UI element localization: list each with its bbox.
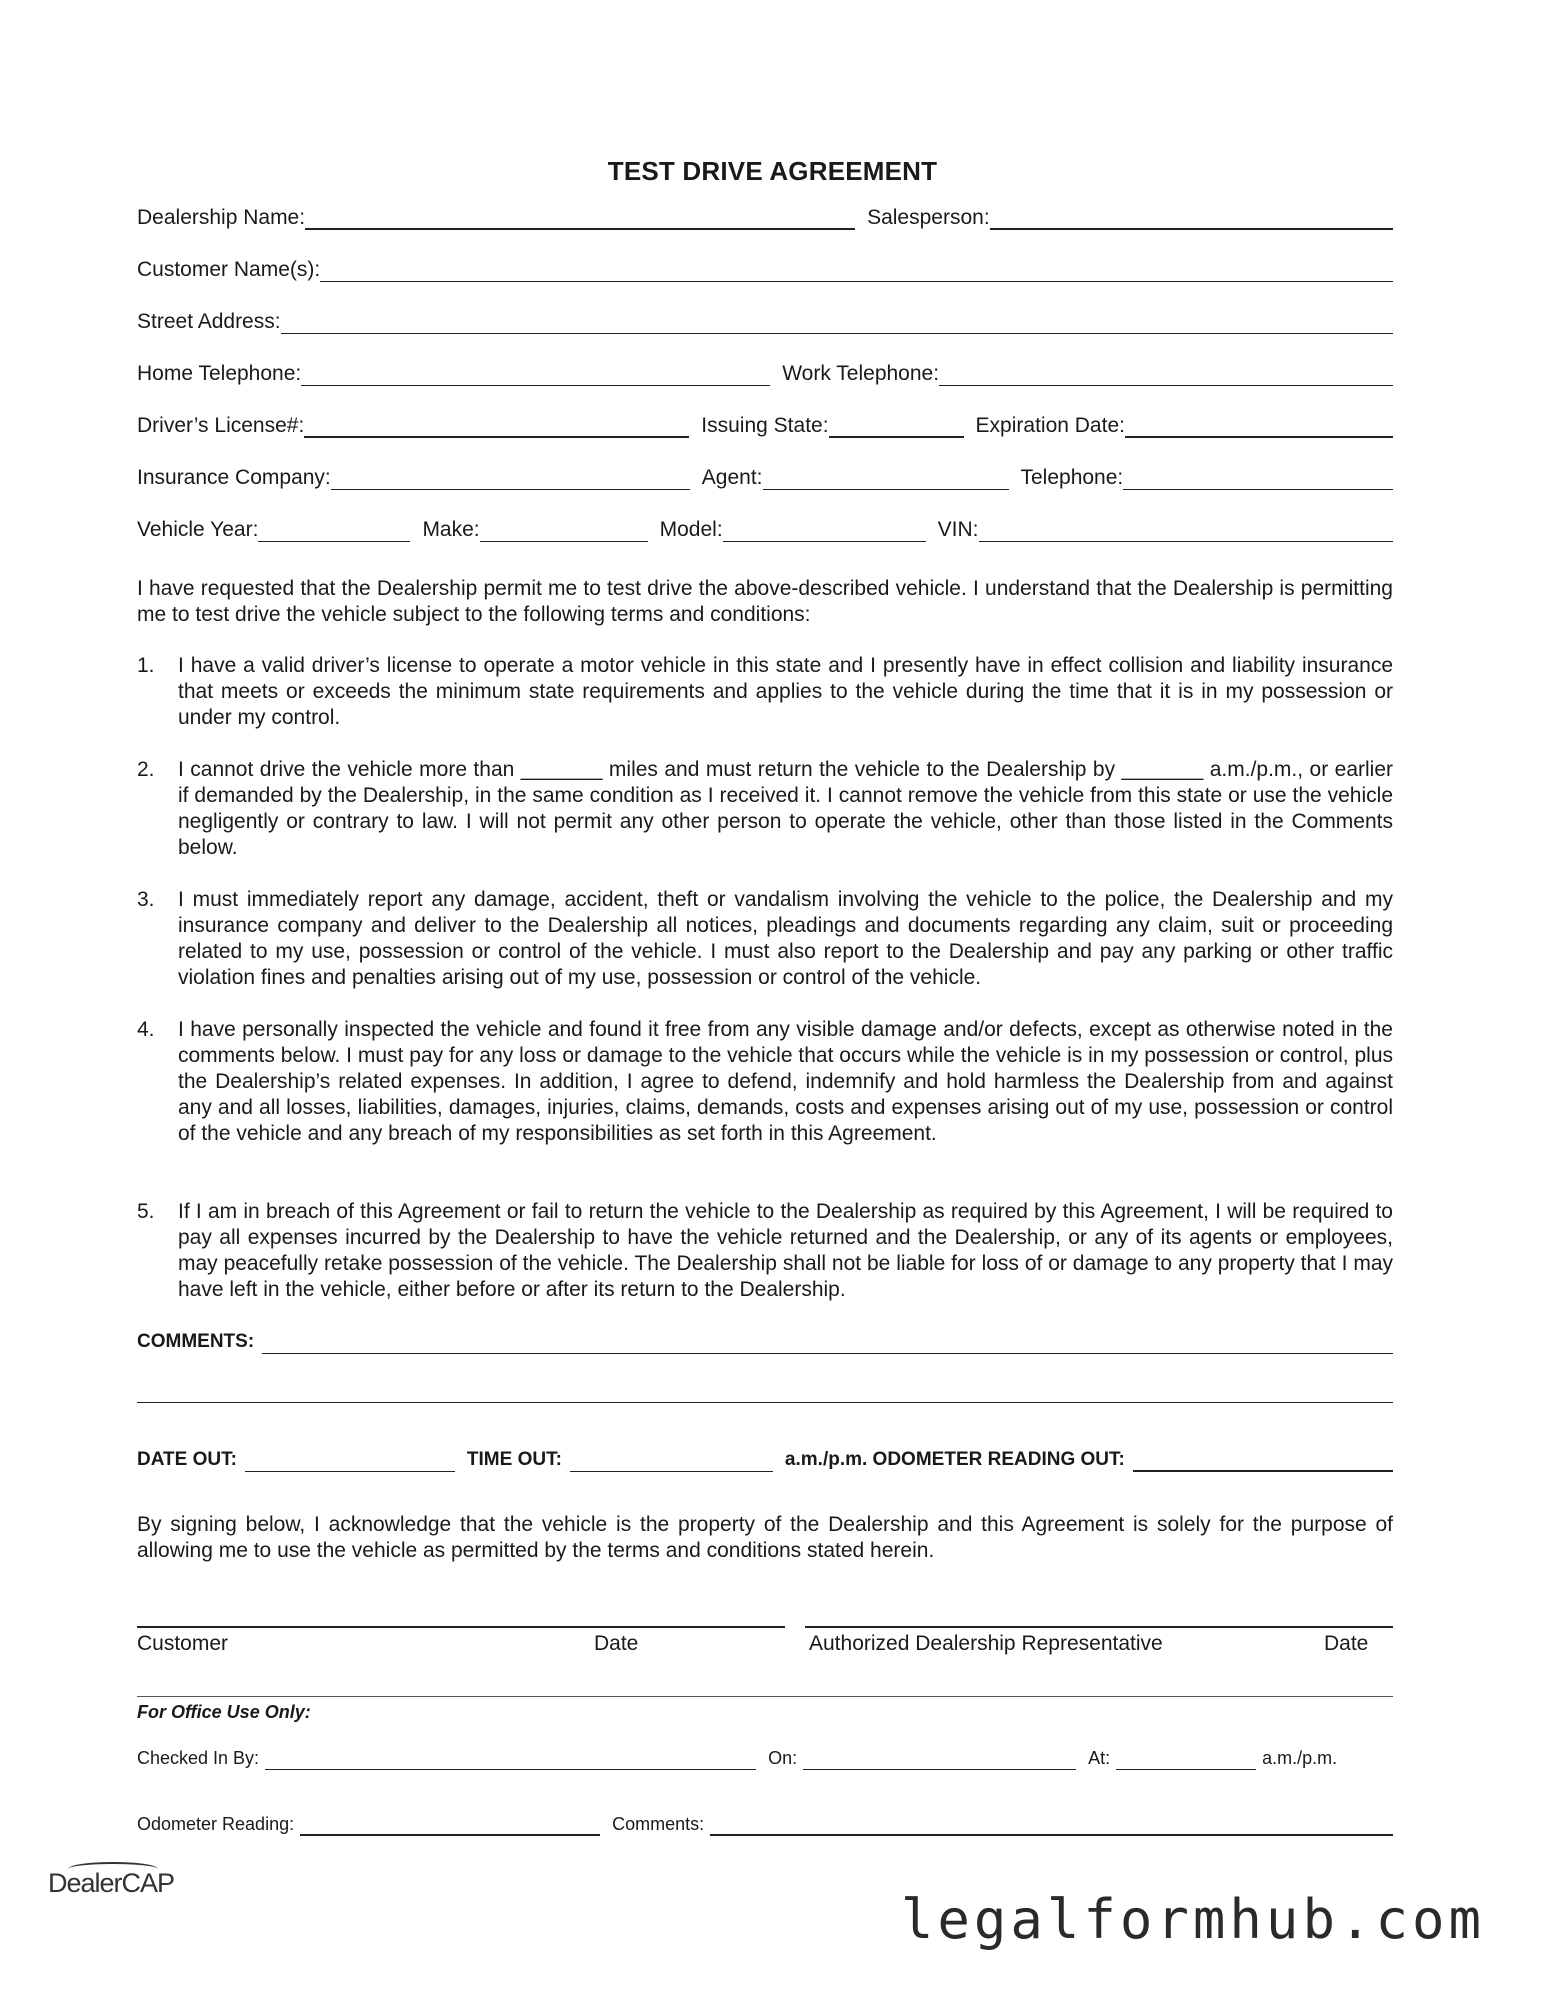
on-label: On:: [768, 1748, 798, 1768]
row-vehicle: [137, 512, 1393, 542]
office-comments-field[interactable]: [710, 1816, 1393, 1836]
term-item: [137, 757, 1393, 861]
term-number: 5.: [137, 1200, 155, 1223]
drivers-license-field[interactable]: [304, 418, 689, 438]
term-number: 3.: [137, 888, 155, 911]
vehicle-year-field[interactable]: [258, 522, 410, 542]
term-text: I have personally inspected the vehicle and found it free from any visible damage and/or defects, except as otherwise noted in the comments below. I must pay for any loss or damage to the vehicle that occurs while the vehicle is in my possession or control, plus the Dealership’s related expenses. In addition, I agree to defend, indemnify and hold harmless the Dealership from and against any and all losses, liabilities, damages, injuries, claims, demands, costs and expenses arising out of my use, possession or control of the vehicle and any breach of my responsibilities as set forth in this Agreement.: [178, 1018, 1393, 1145]
odometer-reading-label: Odometer Reading:: [137, 1814, 295, 1834]
customer-names-label: Customer Name(s):: [137, 258, 321, 281]
intro-paragraph: I have requested that the Dealership permit me to test drive the above-described vehicle. I understand that the Dealership is permitting me to test drive the vehicle subject to the following terms and conditions:: [137, 577, 1393, 626]
comments-label: COMMENTS:: [137, 1331, 255, 1352]
term-number: 4.: [137, 1018, 155, 1041]
odometer-out-label: a.m./p.m. ODOMETER READING OUT:: [784, 1449, 1125, 1470]
salesperson-field[interactable]: [990, 210, 1393, 230]
customer-names-field[interactable]: [320, 262, 1393, 282]
ampm-label: a.m./p.m.: [1262, 1748, 1338, 1768]
representative-signature-label: Authorized Dealership Representative: [809, 1632, 1163, 1655]
odometer-out-field[interactable]: [1133, 1452, 1393, 1472]
row-comments: [137, 1324, 1393, 1354]
make-field[interactable]: [480, 522, 648, 542]
home-telephone-field[interactable]: [301, 366, 770, 386]
model-field[interactable]: [723, 522, 926, 542]
vin-label: VIN:: [937, 518, 979, 541]
representative-signature-line[interactable]: [805, 1626, 1393, 1628]
document-title: TEST DRIVE AGREEMENT: [607, 156, 938, 186]
salesperson-label: Salesperson:: [867, 206, 990, 229]
work-telephone-field[interactable]: [939, 366, 1393, 386]
row-street-address: [137, 304, 1393, 334]
dealership-name-label: Dealership Name:: [137, 206, 306, 229]
expiration-date-label: Expiration Date:: [975, 414, 1125, 437]
row-odometer-reading: [137, 1806, 1393, 1836]
dealercap-logo: [48, 1868, 174, 1899]
time-out-field[interactable]: [570, 1452, 773, 1472]
agent-field[interactable]: [763, 470, 1009, 490]
row-checked-in: [137, 1740, 1393, 1770]
time-out-label: TIME OUT:: [466, 1449, 562, 1470]
vehicle-year-label: Vehicle Year:: [137, 518, 259, 541]
comments-field[interactable]: [262, 1334, 1393, 1354]
logo-arc-icon: [68, 1862, 158, 1876]
odometer-reading-field[interactable]: [300, 1816, 600, 1836]
row-out: [137, 1442, 1393, 1472]
customer-date-label: Date: [594, 1632, 639, 1655]
at-label: At:: [1088, 1748, 1111, 1768]
drivers-license-label: Driver’s License#:: [137, 414, 305, 437]
street-address-label: Street Address:: [137, 310, 281, 333]
term-text: I cannot drive the vehicle more than _______ miles and must return the vehicle to the Dealership by _______ a.m./p.m., or earlier if demanded by the Dealership, in the same condition as I received it. I cannot remove the vehicle from this state or use the vehicle negligently or contrary to law. I will not permit any other person to operate the vehicle, other than those listed in the Comments below.: [178, 758, 1393, 859]
row-insurance: [137, 460, 1393, 490]
term-number: 1.: [137, 654, 155, 677]
row-dealership: [137, 200, 1393, 230]
street-address-field[interactable]: [281, 314, 1393, 334]
customer-signature-label: Customer: [137, 1632, 229, 1655]
acknowledgment-paragraph: By signing below, I acknowledge that the vehicle is the property of the Dealership and this Agreement is solely for the purpose of allowing me to use the vehicle as permitted by the terms and conditions stated herein.: [137, 1513, 1393, 1562]
home-telephone-label: Home Telephone:: [137, 362, 302, 385]
term-text: I must immediately report any damage, accident, theft or vandalism involving the vehicle to the police, the Dealership and my insurance company and deliver to the Dealership all notices, pleadings and documents regarding any claim, suit or proceeding related to my use, possession or control of the vehicle. I must also report to the Dealership and pay any parking or other traffic violation fines and penalties arising out of my use, possession or control of the vehicle.: [178, 888, 1393, 989]
checked-in-by-field[interactable]: [265, 1750, 756, 1770]
telephone-field[interactable]: [1123, 470, 1393, 490]
term-item: [137, 653, 1393, 731]
watermark-text: legalformhub.com: [900, 1888, 1485, 1951]
date-out-label: DATE OUT:: [137, 1449, 237, 1470]
representative-date-label: Date: [1324, 1632, 1369, 1655]
term-item: [137, 1017, 1393, 1147]
at-field[interactable]: [1116, 1750, 1256, 1770]
date-out-field[interactable]: [245, 1452, 455, 1472]
row-license: [137, 408, 1393, 438]
term-item: [137, 1199, 1393, 1303]
office-comments-label: Comments:: [612, 1814, 705, 1834]
agent-label: Agent:: [701, 466, 763, 489]
office-use-heading: For Office Use Only:: [137, 1702, 311, 1722]
office-divider: [137, 1696, 1393, 1697]
issuing-state-field[interactable]: [829, 418, 964, 438]
term-text: I have a valid driver’s license to operate a motor vehicle in this state and I presently have in effect collision and liability insurance that meets or exceeds the minimum state requirements and applies to the vehicle during the time that it is in my possession or under my control.: [178, 654, 1393, 729]
dealership-name-field[interactable]: [305, 210, 855, 230]
term-number: 2.: [137, 758, 155, 781]
vin-field[interactable]: [979, 522, 1394, 542]
row-customer-names: [137, 252, 1393, 282]
make-label: Make:: [422, 518, 480, 541]
customer-signature-line[interactable]: [137, 1626, 785, 1628]
row-telephones: [137, 356, 1393, 386]
comments-field-line-2[interactable]: [137, 1402, 1393, 1403]
term-text: If I am in breach of this Agreement or fail to return the vehicle to the Dealership as required by this Agreement, I will be required to pay all expenses incurred by the Dealership to have the vehicle returned and the Dealership, or any of its agents or employees, may peacefully retake possession of the vehicle. The Dealership shall not be liable for loss of or damage to any property that I may have left in the vehicle, either before or after its return to the Dealership.: [178, 1200, 1393, 1301]
insurance-company-field[interactable]: [331, 470, 690, 490]
checked-in-by-label: Checked In By:: [137, 1748, 260, 1768]
term-item: [137, 887, 1393, 991]
telephone-label: Telephone:: [1020, 466, 1124, 489]
expiration-date-field[interactable]: [1125, 418, 1393, 438]
insurance-company-label: Insurance Company:: [137, 466, 331, 489]
logo-text: DealerCAP: [48, 1868, 175, 1898]
work-telephone-label: Work Telephone:: [782, 362, 940, 385]
issuing-state-label: Issuing State:: [701, 414, 829, 437]
on-field[interactable]: [803, 1750, 1076, 1770]
model-label: Model:: [659, 518, 723, 541]
